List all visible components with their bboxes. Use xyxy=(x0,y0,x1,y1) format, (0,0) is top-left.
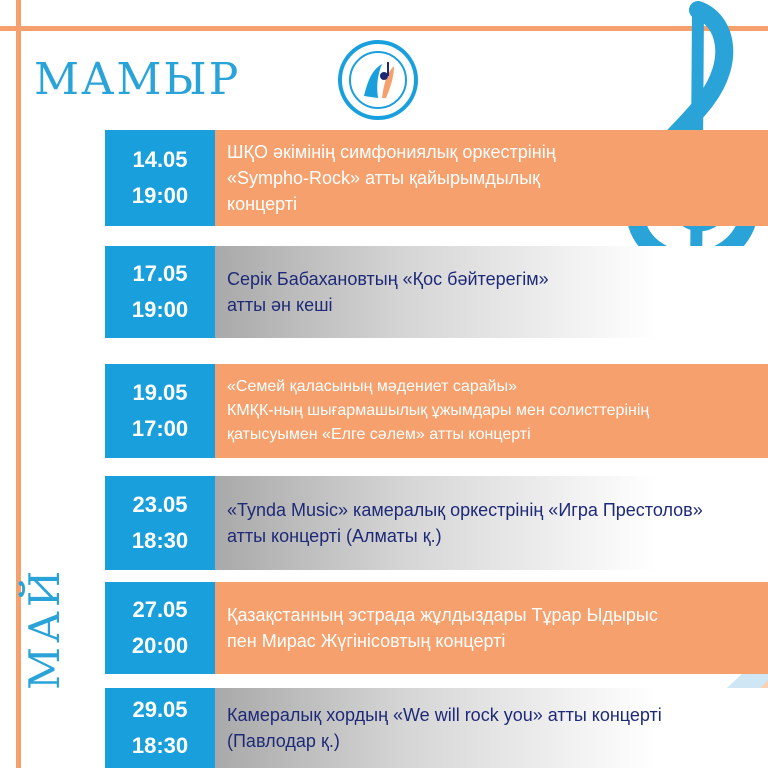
event-title: Серік Бабахановтың «Қос бәйтерегім» атты ән кеші xyxy=(215,246,768,338)
event-date-box xyxy=(105,476,215,570)
event-time: 18:30 xyxy=(131,528,189,553)
event-title: «Семей қаласының мәдениет сарайы» КМҚК-ның шығармашылық ұжымдары мен солисттерінің қатысуымен «Елге сәлем» атты концерті xyxy=(215,364,768,458)
event-time: 19:00 xyxy=(131,297,189,322)
event-date-box xyxy=(105,364,215,458)
philharmonic-logo-icon xyxy=(338,40,418,120)
event-row xyxy=(105,688,768,768)
event-date: 27.05 xyxy=(132,597,188,622)
event-title: «Tynda Music» камералық оркестрінің «Игра Престолов» атты концерті (Алматы қ.) xyxy=(215,476,768,570)
event-row xyxy=(105,476,768,570)
event-title: Камералық хордың «We will rock you» атты концерті (Павлодар қ.) xyxy=(215,688,768,768)
event-date: 29.05 xyxy=(132,697,188,722)
event-time: 18:30 xyxy=(131,733,189,758)
event-date: 23.05 xyxy=(132,492,188,517)
event-date-box xyxy=(105,246,215,338)
event-title: Қазақстанның эстрада жұлдыздары Тұрар Ыдырыс пен Мирас Жүгінісовтың концерті xyxy=(215,582,768,674)
event-time: 17:00 xyxy=(131,416,189,441)
event-title: ШҚО әкімінің симфониялық оркестрінің «Sympho-Rock» атты қайырымдылық концерті xyxy=(215,130,768,226)
event-row xyxy=(105,130,768,226)
event-time: 20:00 xyxy=(131,633,189,658)
event-date: 19.05 xyxy=(132,380,188,405)
event-row xyxy=(105,364,768,458)
event-time: 19:00 xyxy=(131,183,189,208)
event-date-box xyxy=(105,582,215,674)
month-title-russian: МАЙ xyxy=(20,566,69,690)
event-date: 17.05 xyxy=(132,261,188,286)
event-date-box xyxy=(105,688,215,768)
event-row xyxy=(105,582,768,674)
event-row xyxy=(105,246,768,338)
event-date: 14.05 xyxy=(132,147,188,172)
month-title-kazakh: МАМЫР xyxy=(34,54,241,105)
event-date-box xyxy=(105,130,215,226)
